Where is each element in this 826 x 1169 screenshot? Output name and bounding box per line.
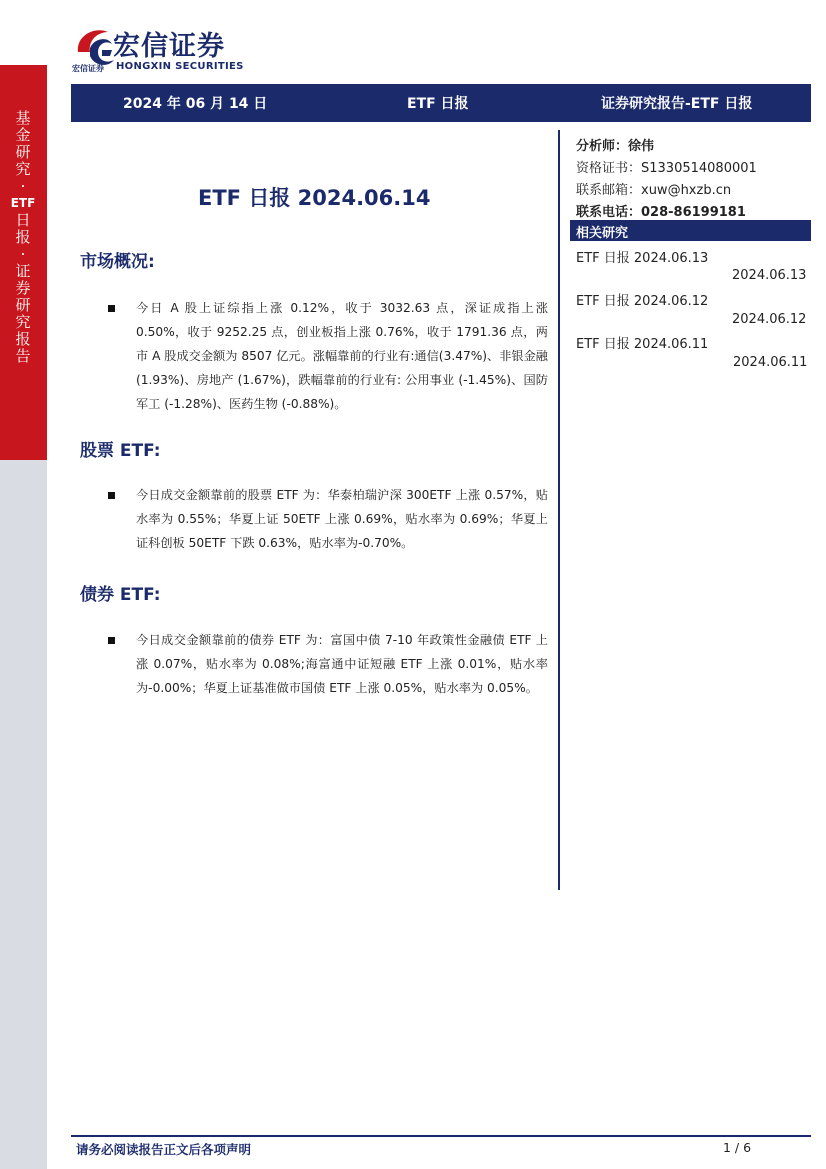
side-label-char: 证 [15,262,31,280]
bullet-bond-etf [108,637,115,644]
side-label-char: 日 [15,211,31,229]
side-label-char: ETF [10,196,36,210]
report-title: ETF 日报 2024.06.14 [198,186,431,210]
analyst-email: 联系邮箱：xuw@hxzb.cn [576,183,732,198]
related-item-title[interactable]: ETF 日报 2024.06.11 [576,337,709,352]
bullet-stock-etf [108,492,115,499]
side-label-char: 报 [15,330,31,348]
side-strip-gray [0,460,47,1169]
footer-divider [71,1135,811,1137]
analyst-license: 资格证书：S1330514080001 [576,161,757,176]
section-heading-stock-etf: 股票 ETF: [80,441,161,461]
footer-disclaimer: 请务必阅读报告正文后各项声明 [76,1142,252,1157]
brand-name-en: HONGXIN SECURITIES [116,61,244,72]
section-text-bond-etf: 今日成交金额靠前的债券 ETF 为：富国中债 7-10 年政策性金融债 ETF 上涨 0.07%，贴水率为 0.08%;海富通中证短融 ETF 上涨 0.01%，贴水率为-0.00%；华夏上证基准做市国债 ETF 上涨 0.05%，贴水率为 0.05%。 [136,633,548,695]
side-label-char: 研 [15,143,31,161]
side-label-char: 基 [15,109,31,127]
header-date: 2024 年 06 月 14 日 [123,96,268,112]
side-vertical-label [7,110,39,365]
section-heading-bond-etf: 债券 ETF: [80,585,161,605]
header-type: ETF 日报 [407,96,469,112]
analyst-phone: 联系电话：028-86199181 [576,205,746,220]
related-research-label: 相关研究 [576,226,629,241]
side-label-char: 报 [15,228,31,246]
related-item-title[interactable]: ETF 日报 2024.06.13 [576,251,709,266]
side-label-char: 金 [15,126,31,144]
column-divider [558,130,560,890]
side-label-char: · [20,245,26,263]
analyst-name: 分析师：徐伟 [576,139,655,154]
side-label-char: 研 [15,296,31,314]
related-research-heading [570,220,811,241]
bullet-market [108,305,115,312]
related-item-date: 2024.06.12 [732,312,807,327]
side-label-char: 究 [15,160,31,178]
header-category: 证券研究报告-ETF 日报 [601,96,753,112]
brand-name-cn: 宏信证券 [113,31,225,62]
section-text-stock-etf: 今日成交金额靠前的股票 ETF 为：华泰柏瑞沪深 300ETF 上涨 0.57%，贴水率为 0.55%；华夏上证 50ETF 上涨 0.69%，贴水率为 0.69%；华夏上证科创板 50ETF 下跌 0.63%，贴水率为-0.70%。 [136,488,548,550]
related-item-date: 2024.06.13 [732,268,807,283]
side-label-char: · [20,177,26,195]
side-label-char: 券 [15,279,31,297]
header-underline [71,120,811,122]
section-text-market: 今日 A 股上证综指上涨 0.12%，收于 3032.63 点，深证成指上涨 0.50%，收于 9252.25 点，创业板指上涨 0.76%，收于 1791.36 点，两市 A 股成交金额为 8507 亿元。涨幅靠前的行业有:通信(3.47%)、非银金融 (1.93%)、房地产 (1.67%)，跌幅靠前的行业有: 公用事业 (-1.45%)、国防军工 (-1.28%)、医药生物 (-0.88%)。 [136,301,548,411]
brand-name-small-cn: 宏信证券 [72,64,104,73]
related-item-title[interactable]: ETF 日报 2024.06.12 [576,294,709,309]
section-heading-market: 市场概况: [80,252,155,272]
header-bar [71,84,811,120]
page-number: 1 / 6 [723,1140,752,1155]
related-item-date: 2024.06.11 [733,355,808,370]
side-label-char: 告 [15,347,31,365]
side-label-char: 究 [15,313,31,331]
